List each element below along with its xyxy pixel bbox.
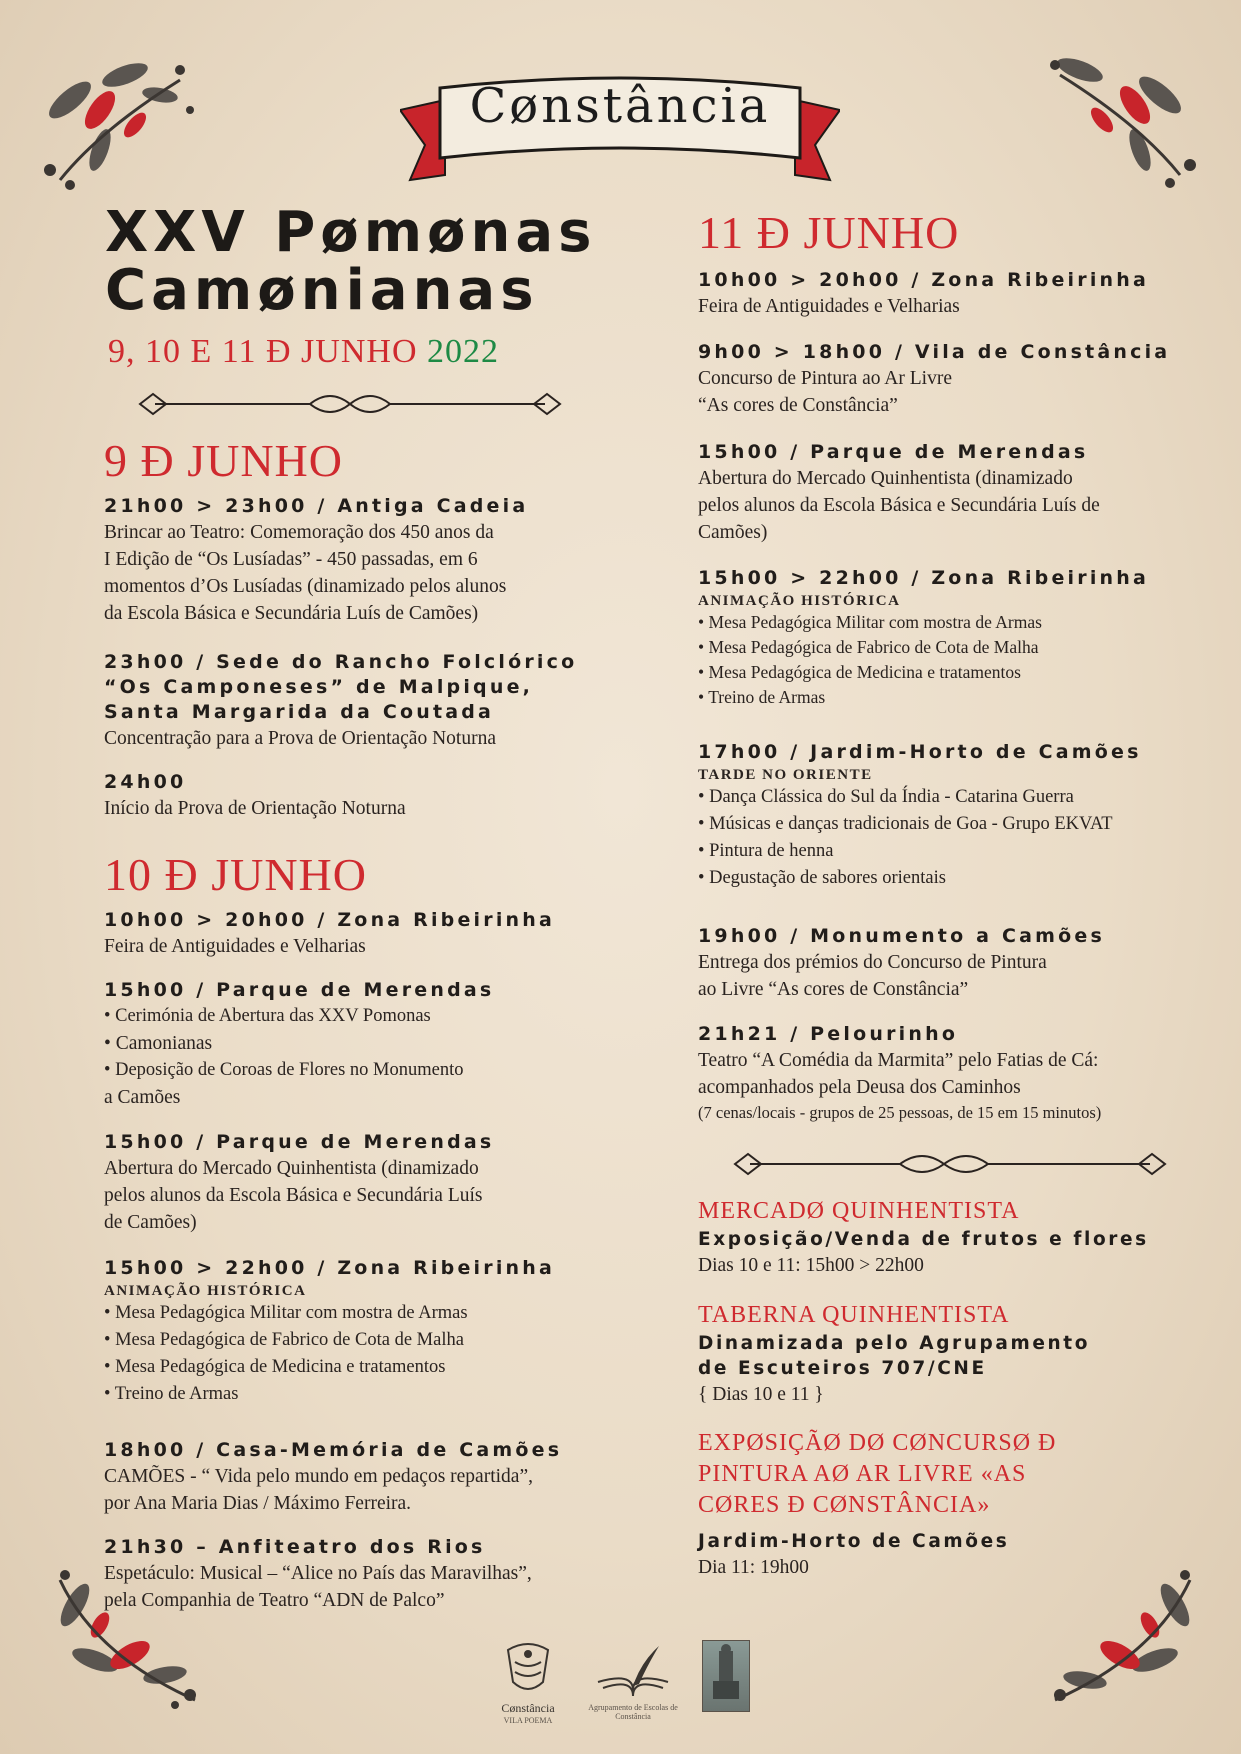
event-description bbox=[104, 1463, 644, 1517]
day10-event-3 bbox=[104, 1130, 624, 1236]
desc-line: Abertura do Mercado Quinhentista (dinamizado bbox=[104, 1158, 479, 1179]
desc-line: CAMÕES - “ Vida pelo mundo em pedaços repartida”, bbox=[104, 1466, 533, 1487]
day-11-title: 11 Đ JUNHO bbox=[698, 207, 960, 258]
bullet-item: • Cerimónia de Abertura das XXV Pomonas bbox=[104, 1003, 624, 1030]
event-time-place: 19h00 / Monumento a Camões bbox=[698, 925, 1105, 947]
bullet-item: • Mesa Pedagógica Militar com mostra de Armas bbox=[698, 610, 1198, 635]
event-description: Feira de Antiguidades e Velharias bbox=[698, 296, 960, 317]
event-description bbox=[698, 1047, 1218, 1125]
day11-event-2 bbox=[698, 340, 1198, 419]
event-description: Início da Prova de Orientação Noturna bbox=[104, 798, 406, 819]
desc-note: (7 cenas/locais - grupos de 25 pessoas, de 15 em 15 minutos) bbox=[698, 1103, 1102, 1122]
book-quill-icon bbox=[593, 1642, 673, 1698]
desc-line: I Edição de “Os Lusíadas” - 450 passadas, em 6 bbox=[104, 549, 478, 570]
statue-icon bbox=[703, 1641, 749, 1711]
day-9-title: 9 Đ JUNHO bbox=[104, 435, 343, 486]
logo-subcaption: VILA POEMA bbox=[503, 1716, 553, 1725]
day11-event-1 bbox=[698, 268, 1198, 320]
day10-event-2 bbox=[104, 978, 624, 1111]
bullet-item: • Mesa Pedagógica de Fabrico de Cota de Malha bbox=[104, 1327, 624, 1354]
desc-line: pelos alunos da Escola Básica e Secundária Luís bbox=[104, 1185, 483, 1206]
event-time-place: 17h00 / Jardim-Horto de Camões bbox=[698, 741, 1142, 763]
banner-title: Cønstância bbox=[469, 78, 771, 134]
event-time-place: 15h00 / Parque de Merendas bbox=[698, 441, 1089, 463]
bullet-item: • Pintura de henna bbox=[698, 838, 1218, 865]
bullet-item: • Mesa Pedagógica de Medicina e tratamentos bbox=[104, 1354, 624, 1381]
constancia-logo-icon bbox=[503, 1640, 553, 1696]
event-subtitle: ANIMAÇÃO HISTÓRICA bbox=[104, 1283, 307, 1299]
desc-line: pelos alunos da Escola Básica e Secundária Luís de bbox=[698, 495, 1100, 516]
event-time: 24h00 bbox=[104, 771, 187, 793]
event-description bbox=[104, 519, 624, 627]
bullet-continuation: a Camões bbox=[104, 1087, 181, 1108]
desc-line: ao Livre “As cores de Constância” bbox=[698, 979, 969, 1000]
desc-line: por Ana Maria Dias / Máximo Ferreira. bbox=[104, 1493, 412, 1514]
day11-event-3 bbox=[698, 440, 1198, 546]
event-description bbox=[698, 465, 1198, 546]
event-subtitle: TARDE NO ORIENTE bbox=[698, 767, 873, 783]
desc-line: Espetáculo: Musical – “Alice no País das Maravilhas”, bbox=[104, 1563, 532, 1584]
day10-event-4 bbox=[104, 1256, 624, 1408]
section-head: Jardim-Horto de Camões bbox=[698, 1531, 1010, 1552]
day-10-title: 10 Đ JUNHO bbox=[104, 849, 367, 900]
desc-line: “As cores de Constância” bbox=[698, 395, 898, 416]
event-subtitle: ANIMAÇÃO HISTÓRICA bbox=[698, 593, 901, 609]
agrupamento-logo bbox=[588, 1642, 678, 1721]
bullet-item: • Mesa Pedagógica de Medicina e tratamentos bbox=[698, 660, 1198, 685]
mercado-section bbox=[698, 1196, 1218, 1279]
expo-section bbox=[698, 1428, 1218, 1581]
constancia-logo bbox=[488, 1640, 568, 1725]
floral-corner-bottom-right bbox=[1045, 1565, 1215, 1715]
bullet-item: • Degustação de sabores orientais bbox=[698, 865, 1218, 892]
event-time-place: 15h00 > 22h00 / Zona Ribeirinha bbox=[104, 1257, 556, 1279]
bullet-item: • Músicas e danças tradicionais de Goa - Grupo EKVAT bbox=[698, 811, 1218, 838]
day11-event-7 bbox=[698, 1022, 1218, 1125]
event-time-place: 21h30 – Anfiteatro dos Rios bbox=[104, 1536, 486, 1558]
section-title-line: EXPØSIÇÃØ DØ CØNCURSØ Đ bbox=[698, 1430, 1057, 1456]
head-line: “Os Camponeses” de Malpique, bbox=[104, 676, 534, 698]
event-description bbox=[698, 365, 1198, 419]
title-line-2: Camønianas bbox=[105, 258, 539, 323]
desc-line: de Camões) bbox=[104, 1212, 197, 1233]
event-time-place: 15h00 / Parque de Merendas bbox=[104, 1131, 495, 1153]
event-time-place: 9h00 > 18h00 / Vila de Constância bbox=[698, 341, 1171, 363]
day11-event-5 bbox=[698, 740, 1218, 892]
section-head: de Escuteiros 707/CNE bbox=[698, 1358, 987, 1379]
event-description bbox=[104, 1003, 624, 1111]
event-time-place: 18h00 / Casa-Memória de Camões bbox=[104, 1439, 563, 1461]
desc-line: da Escola Básica e Secundária Luís de Camões) bbox=[104, 603, 479, 624]
desc-line: acompanhados pela Deusa dos Caminhos bbox=[698, 1077, 1021, 1098]
event-time-place: 15h00 > 22h00 / Zona Ribeirinha bbox=[698, 567, 1150, 589]
day9-event-2 bbox=[104, 650, 644, 752]
section-head: Dinamizada pelo Agrupamento bbox=[698, 1333, 1090, 1354]
event-time-place: 10h00 > 20h00 / Zona Ribeirinha bbox=[698, 269, 1150, 291]
ornament-divider bbox=[135, 388, 565, 420]
section-title: TABERNA QUINHENTISTA bbox=[698, 1302, 1010, 1328]
event-dates-year: 2022 bbox=[427, 333, 500, 370]
desc-line: momentos d’Os Lusíadas (dinamizado pelos alunos bbox=[104, 576, 507, 597]
bullet-item: • Deposição de Coroas de Flores no Monumento bbox=[104, 1057, 624, 1084]
bullet-item: • Treino de Armas bbox=[698, 685, 1198, 710]
section-head: Exposição/Venda de frutos e flores bbox=[698, 1229, 1149, 1250]
day11-event-4 bbox=[698, 566, 1198, 710]
bullet-item: • Mesa Pedagógica Militar com mostra de Armas bbox=[104, 1300, 624, 1327]
title-line-1: XXV Pømønas bbox=[105, 200, 597, 265]
desc-line: Brincar ao Teatro: Comemoração dos 450 anos da bbox=[104, 522, 494, 543]
day9-event-3 bbox=[104, 770, 624, 822]
section-body: { Dias 10 e 11 } bbox=[698, 1384, 824, 1405]
section-title-line: CØRES Đ CØNSTÂNCIA» bbox=[698, 1492, 991, 1518]
head-line: Santa Margarida da Coutada bbox=[104, 701, 495, 723]
section-title: MERCADØ QUINHENTISTA bbox=[698, 1198, 1020, 1224]
event-time-place: 21h21 / Pelourinho bbox=[698, 1023, 959, 1045]
taberna-section bbox=[698, 1300, 1218, 1408]
event-description: Feira de Antiguidades e Velharias bbox=[104, 936, 366, 957]
bullet-item: • Mesa Pedagógica de Fabrico de Cota de Malha bbox=[698, 635, 1198, 660]
day10-event-1 bbox=[104, 908, 624, 960]
desc-line: Abertura do Mercado Quinhentista (dinamizado bbox=[698, 468, 1073, 489]
event-description: Concentração para a Prova de Orientação Noturna bbox=[104, 728, 496, 749]
library-logo bbox=[702, 1640, 750, 1712]
event-dates-days: 9, 10 E 11 Đ JUNHO bbox=[108, 333, 418, 370]
desc-line: Entrega dos prémios do Concurso de Pintura bbox=[698, 952, 1047, 973]
event-description bbox=[698, 949, 1198, 1003]
logo-caption: Agrupamento de Escolas de Constância bbox=[588, 1703, 678, 1721]
floral-corner-top-right bbox=[1040, 35, 1210, 195]
bullet-continuation: • Camonianas bbox=[104, 1030, 624, 1057]
section-body: Dias 10 e 11: 15h00 > 22h00 bbox=[698, 1255, 924, 1276]
bullet-item: • Treino de Armas bbox=[104, 1381, 624, 1408]
event-time-place: 10h00 > 20h00 / Zona Ribeirinha bbox=[104, 909, 556, 931]
event-title bbox=[105, 200, 625, 323]
floral-corner-top-left bbox=[30, 40, 200, 200]
event-time-place bbox=[104, 650, 644, 725]
event-description bbox=[104, 1155, 624, 1236]
logo-caption: Cønstância bbox=[501, 1701, 555, 1715]
section-title-line: PINTURA AØ AR LIVRE «AS bbox=[698, 1461, 1027, 1487]
event-time-place: 15h00 / Parque de Merendas bbox=[104, 979, 495, 1001]
head-line: 23h00 / Sede do Rancho Folclórico bbox=[104, 651, 578, 673]
ornament-divider bbox=[730, 1148, 1170, 1180]
event-time-place: 21h00 > 23h00 / Antiga Cadeia bbox=[104, 495, 529, 517]
day11-event-6 bbox=[698, 924, 1198, 1003]
bullet-item: • Dança Clássica do Sul da Índia - Catarina Guerra bbox=[698, 784, 1218, 811]
day10-event-5 bbox=[104, 1438, 644, 1517]
desc-line: Teatro “A Comédia da Marmita” pelo Fatias de Cá: bbox=[698, 1050, 1099, 1071]
desc-line: Camões) bbox=[698, 522, 768, 543]
event-description bbox=[104, 1560, 644, 1614]
desc-line: Concurso de Pintura ao Ar Livre bbox=[698, 368, 952, 389]
section-body: Dia 11: 19h00 bbox=[698, 1557, 809, 1578]
event-dates bbox=[108, 333, 499, 371]
day9-event-1 bbox=[104, 494, 624, 627]
desc-line: pela Companhia de Teatro “ADN de Palco” bbox=[104, 1590, 445, 1611]
day10-event-6 bbox=[104, 1535, 644, 1614]
